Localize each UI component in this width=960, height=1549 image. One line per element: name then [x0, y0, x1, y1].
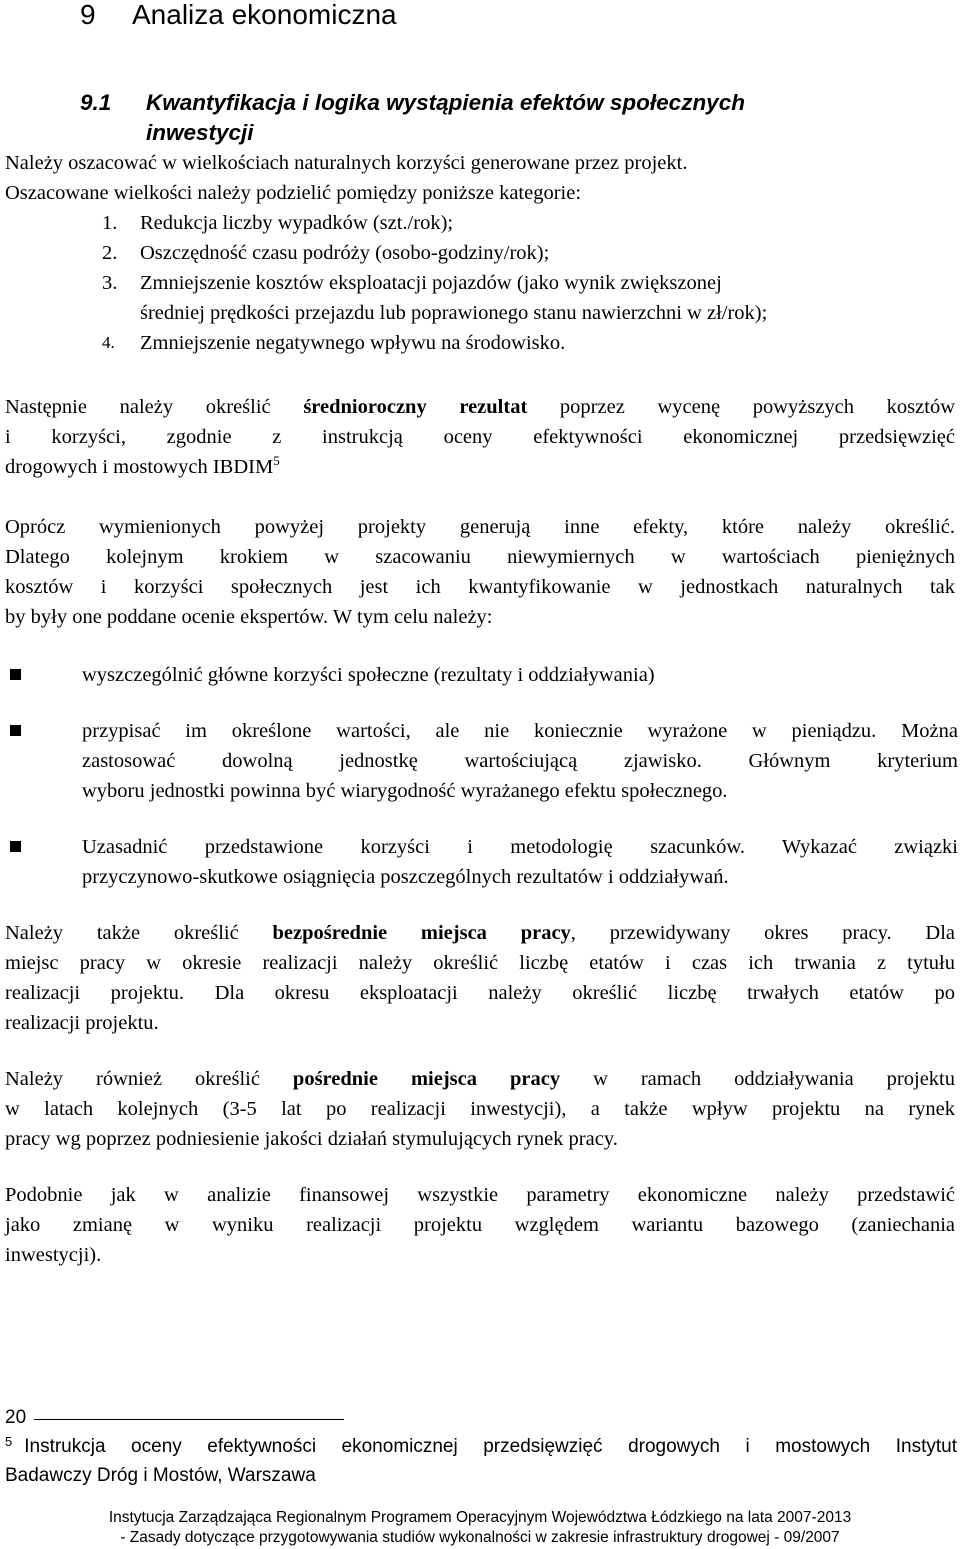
document-footer-line2: - Zasady dotyczące przygotowywania studiów wykonalności w zakresie infrastruktury drogowej - 09/2007 — [120, 1529, 840, 1546]
footnote-line: Badawczy Dróg i Mostów, Warszawa — [5, 1465, 316, 1486]
list-number: 3. — [102, 272, 118, 294]
text-span: Należy również określić — [5, 1068, 293, 1090]
bullet-item — [82, 660, 958, 690]
paragraph-line: Dlatego kolejnym krokiem w szacowaniu niewymiernych w wartościach pieniężnych — [5, 546, 955, 568]
text-span: Należy także określić — [5, 922, 273, 944]
bullet-item — [82, 716, 958, 806]
paragraph-line: miejsc pracy w okresie realizacji należy określić liczbę etatów i czas ich trwania z tytułu — [5, 952, 955, 974]
text-span: poprzez wycenę powyższych kosztów — [527, 396, 956, 418]
section-number: 9.1 — [80, 90, 112, 115]
paragraph-line — [5, 1064, 955, 1094]
paragraph-line: i korzyści, zgodnie z instrukcją oceny efektywności ekonomicznej przedsięwzięć — [5, 426, 955, 448]
list-text: Zmniejszenie negatywnego wpływu na środowisko. — [140, 332, 566, 354]
intro-line: Oszacowane wielkości należy podzielić pomiędzy poniższe kategorie: — [5, 182, 582, 204]
paragraph-line: w latach kolejnych (3-5 lat po realizacji inwestycji), a także wpływ projektu na rynek — [5, 1098, 955, 1120]
section-title-line1: Kwantyfikacja i logika wystąpienia efektów społecznych — [146, 90, 745, 115]
text-span: drogowych i mostowych IBDIM — [5, 456, 274, 478]
text-span: w ramach oddziaływania projektu — [560, 1068, 955, 1090]
document-footer-line1: Instytucja Zarządzająca Regionalnym Programem Operacyjnym Województwa Łódzkiego na lata 2007-2013 — [108, 1509, 852, 1526]
paragraph-final — [5, 1180, 955, 1270]
chapter-heading — [80, 0, 397, 30]
paragraph-line: by były one poddane ocenie ekspertów. W tym celu należy: — [5, 606, 493, 628]
paragraph-line: kosztów i korzyści społecznych jest ich kwantyfikowanie w jednostkach naturalnych tak — [5, 576, 955, 598]
square-bullet-icon — [10, 725, 21, 736]
chapter-title: Analiza ekonomiczna — [132, 0, 397, 30]
list-number: 4. — [102, 333, 115, 352]
bold-term: pośrednie miejsca pracy — [292, 1068, 561, 1090]
footnote — [5, 1433, 957, 1490]
paragraph-line: realizacji projektu. — [5, 1012, 159, 1034]
bullet-line: wyszczególnić główne korzyści społeczne (rezultaty i oddziaływania) — [82, 664, 655, 686]
intro-line: Należy oszacować w wielkościach naturalnych korzyści generowane przez projekt. — [5, 152, 688, 174]
intro-paragraph — [5, 148, 955, 208]
paragraph-line — [5, 452, 955, 484]
chapter-number: 9 — [80, 0, 96, 30]
section-heading — [80, 88, 880, 148]
list-number: 2. — [102, 242, 118, 264]
paragraph-indirect-jobs — [5, 1064, 955, 1154]
square-bullet-icon — [10, 841, 21, 852]
paragraph-line: pracy wg poprzez podniesienie jakości działań stymulujących rynek pracy. — [5, 1128, 618, 1150]
list-text: Oszczędność czasu podróży (osobo-godziny/rok); — [140, 242, 550, 264]
paragraph-line: inwestycji). — [5, 1244, 102, 1266]
categories-list — [102, 208, 952, 358]
paragraph-line: Podobnie jak w analizie finansowej wszystkie parametry ekonomiczne należy przedstawić — [5, 1184, 955, 1206]
list-item — [102, 328, 952, 358]
bullet-line: przypisać im określone wartości, ale nie koniecznie wyrażone w pieniądzu. Można — [82, 720, 958, 742]
paragraph-line: Oprócz wymienionych powyżej projekty generują inne efekty, które należy określić. — [5, 516, 955, 538]
footnote-reference[interactable]: 5 — [273, 453, 280, 468]
paragraph-line — [5, 392, 955, 422]
text-span: , przewidywany okres pracy. Dla — [570, 922, 955, 944]
paragraph-average-result — [5, 392, 955, 484]
footnote-divider — [34, 1419, 344, 1420]
list-item — [102, 268, 952, 328]
square-bullet-icon — [10, 669, 21, 680]
paragraph-direct-jobs — [5, 918, 955, 1038]
page-number: 20 — [5, 1407, 27, 1428]
paragraph-line — [5, 918, 955, 948]
list-number: 1. — [102, 212, 118, 234]
bullet-line: Uzasadnić przedstawione korzyści i metodologię szacunków. Wykazać związki — [82, 836, 958, 858]
footnote-line — [5, 1433, 957, 1462]
bullet-item — [82, 832, 958, 892]
section-title-line2: inwestycji — [146, 120, 254, 145]
list-text-line: Zmniejszenie kosztów eksploatacji pojazdów (jako wynik zwiększonej — [140, 272, 722, 294]
bullet-line: zastosować dowolną jednostkę wartościującą zjawisko. Głównym kryterium — [82, 750, 958, 772]
paragraph-line: realizacji projektu. Dla okresu eksploatacji należy określić liczbę trwałych etatów po — [5, 982, 955, 1004]
list-text: Redukcja liczby wypadków (szt./rok); — [140, 212, 454, 234]
bullet-line: wyboru jednostki powinna być wiarygodność wyrażanego efektu społecznego. — [82, 780, 728, 802]
footnote-text: Instrukcja oceny efektywności ekonomicznej przedsięwzięć drogowych i mostowych Instytut — [24, 1436, 957, 1457]
footnote-mark: 5 — [5, 1434, 13, 1449]
bullet-line: przyczynowo-skutkowe osiągnięcia poszczególnych rezultatów i oddziaływań. — [82, 866, 729, 888]
list-item — [102, 238, 952, 268]
bold-term: średnioroczny rezultat — [303, 396, 528, 418]
text-span: Następnie należy określić — [5, 396, 304, 418]
bold-term: bezpośrednie miejsca pracy — [272, 922, 571, 944]
list-text-line: średniej prędkości przejazdu lub poprawionego stanu nawierzchni w zł/rok); — [140, 302, 768, 324]
paragraph-line: jako zmianę w wyniku realizacji projektu względem wariantu bazowego (zaniechania — [5, 1214, 955, 1236]
paragraph-other-effects — [5, 512, 955, 632]
list-text — [140, 268, 952, 328]
list-item — [102, 208, 952, 238]
